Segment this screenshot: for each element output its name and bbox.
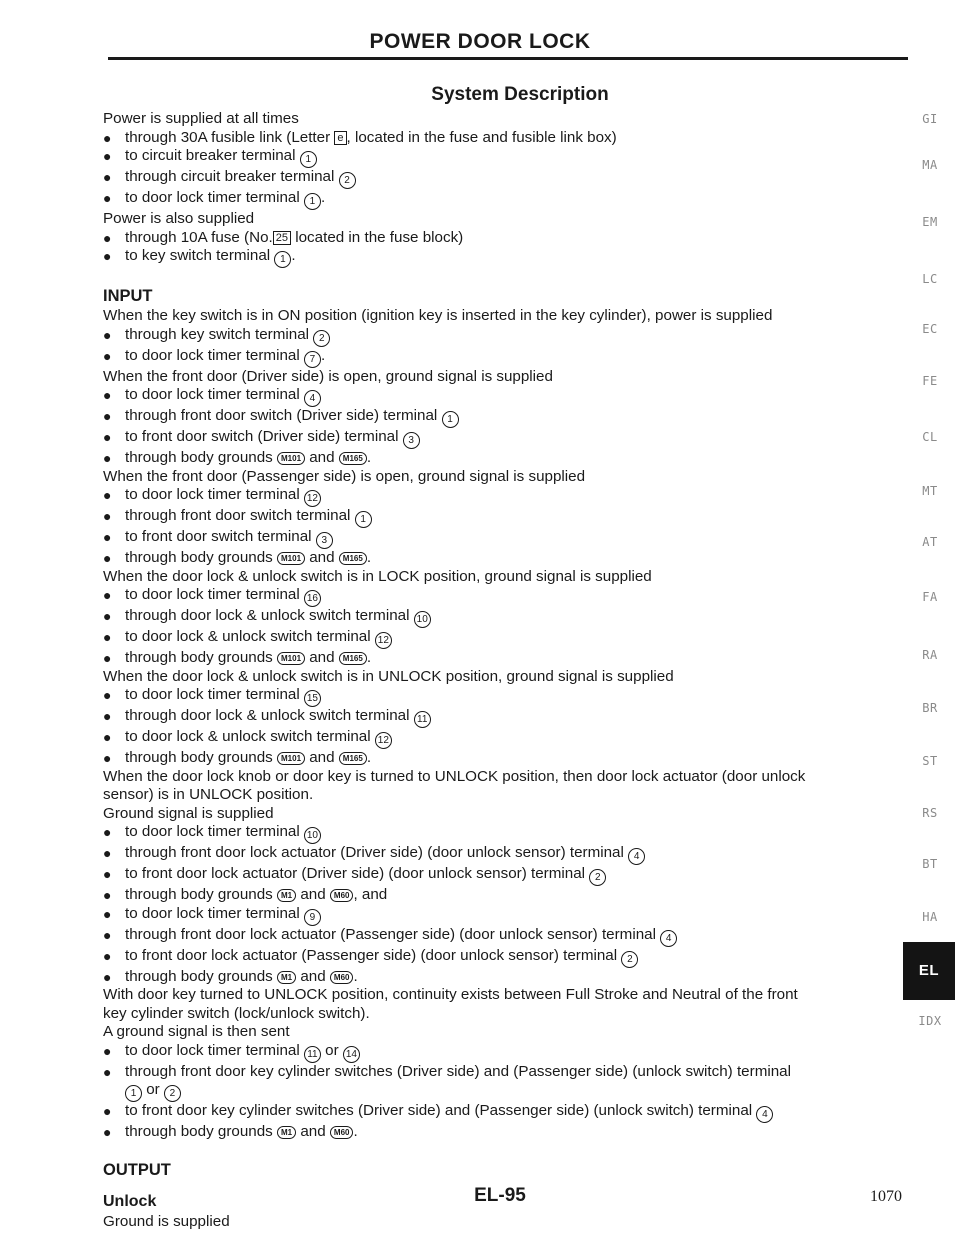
ground-marker: M165 xyxy=(339,652,367,665)
terminal-marker: 1 xyxy=(355,511,372,528)
bullet-icon: ● xyxy=(103,387,112,403)
bullet-icon: ● xyxy=(103,326,112,343)
bullet-item: ● through front door lock actuator (Driver side) (door unlock sensor) terminal 4 xyxy=(103,844,903,865)
bullet-item: ● through 30A fusible link (Letter e , located in the fuse and fusible link box) xyxy=(103,128,617,146)
terminal-marker: 4 xyxy=(660,930,677,947)
tab-lc[interactable]: LC xyxy=(922,272,938,286)
paragraph: sensor) is in UNLOCK position. xyxy=(103,786,314,803)
terminal-marker: 14 xyxy=(343,1046,360,1063)
ground-marker: M165 xyxy=(339,752,367,765)
bullet-item: ● to door lock timer terminal 9 xyxy=(103,905,903,926)
terminal-marker: 16 xyxy=(304,590,321,607)
unlock-subheading: Unlock xyxy=(103,1192,157,1210)
bullet-item: ● to key switch terminal 1 . xyxy=(103,247,903,268)
bullet-icon: ● xyxy=(103,729,112,745)
terminal-marker: 3 xyxy=(316,532,333,549)
bullet-item: ● to door lock timer terminal 12 xyxy=(103,486,903,507)
tab-em[interactable]: EM xyxy=(922,215,938,229)
terminal-marker: 2 xyxy=(339,172,356,189)
section-title: System Description xyxy=(431,84,609,105)
page-number: 1070 xyxy=(870,1188,902,1205)
paragraph: When the door lock & unlock switch is in UNLOCK position, ground signal is supplied xyxy=(103,667,674,685)
bullet-icon: ● xyxy=(103,190,112,206)
bullet-item: ● through body grounds M1 and M60 . xyxy=(103,967,358,985)
bullet-item: ● through front door switch terminal 1 xyxy=(103,507,903,528)
bullet-icon: ● xyxy=(103,229,112,246)
bullet-item: ● to door lock & unlock switch terminal 12 xyxy=(103,728,903,749)
bullet-icon: ● xyxy=(103,248,112,264)
tab-ra[interactable]: RA xyxy=(922,648,938,662)
ground-marker: M1 xyxy=(277,971,296,984)
bullet-icon: ● xyxy=(103,947,112,964)
ground-marker: M101 xyxy=(277,552,305,565)
ground-marker: M60 xyxy=(330,1126,354,1139)
bullet-item: ● through front door switch (Driver side) terminal 1 xyxy=(103,407,903,428)
bullet-item: ● through door lock & unlock switch terminal 10 xyxy=(103,607,903,628)
bullet-item: ● through body grounds M1 and M60 , and xyxy=(103,886,388,903)
terminal-marker: 1 xyxy=(125,1085,142,1102)
bullet-icon: ● xyxy=(103,866,112,882)
terminal-marker: 2 xyxy=(313,330,330,347)
bullet-continuation: 1 or 2 xyxy=(103,1081,903,1102)
bullet-item: ● to door lock timer terminal 4 xyxy=(103,386,903,407)
paragraph: Power is also supplied xyxy=(103,210,255,227)
document-body xyxy=(103,110,903,1231)
bullet-item: ● to front door switch (Driver side) terminal 3 xyxy=(103,428,903,449)
page-title: POWER DOOR LOCK xyxy=(369,30,591,53)
fuse-number-marker: 25 xyxy=(273,231,291,245)
terminal-marker: 10 xyxy=(414,611,431,628)
terminal-marker: 7 xyxy=(304,351,321,368)
tab-mt[interactable]: MT xyxy=(922,484,938,498)
bullet-icon: ● xyxy=(103,450,112,466)
paragraph: A ground signal is then sent xyxy=(103,1023,290,1040)
bullet-item: ● to door lock timer terminal 10 xyxy=(103,823,903,844)
bullet-icon: ● xyxy=(103,708,112,724)
bullet-item: ● to circuit breaker terminal 1 xyxy=(103,147,903,168)
bullet-icon: ● xyxy=(103,487,112,503)
terminal-marker: 4 xyxy=(304,390,321,407)
ground-marker: M101 xyxy=(277,752,305,765)
bullet-icon: ● xyxy=(103,824,112,840)
bullet-item: ● through 10A fuse (No. 25 located in the fuse block) xyxy=(103,228,464,246)
terminal-marker: 15 xyxy=(304,690,321,707)
tab-el-active[interactable]: EL xyxy=(903,942,955,1000)
ground-marker: M1 xyxy=(277,889,296,902)
tab-rs[interactable]: RS xyxy=(922,806,938,820)
bullet-icon: ● xyxy=(103,926,112,943)
bullet-icon: ● xyxy=(103,1042,112,1059)
terminal-marker: 1 xyxy=(300,151,317,168)
terminal-marker: 11 xyxy=(304,1046,321,1063)
bullet-icon: ● xyxy=(103,629,112,645)
ground-marker: M1 xyxy=(277,1126,296,1139)
paragraph: Power is supplied at all times xyxy=(103,110,299,127)
bullet-icon: ● xyxy=(103,1124,112,1140)
terminal-marker: 1 xyxy=(304,193,321,210)
bullet-item: ● through body grounds M101 and M165 . xyxy=(103,749,372,766)
bullet-icon: ● xyxy=(103,429,112,445)
terminal-marker: 2 xyxy=(589,869,606,886)
paragraph: When the key switch is in ON position (ignition key is inserted in the key cylinder), power is supplied xyxy=(103,307,773,324)
paragraph: When the door lock knob or door key is turned to UNLOCK position, then door lock actuator (door unlock xyxy=(103,767,806,785)
tab-br[interactable]: BR xyxy=(922,701,938,715)
bullet-icon: ● xyxy=(103,148,112,164)
bullet-item: ● through body grounds M101 and M165 . xyxy=(103,649,372,666)
bullet-icon: ● xyxy=(103,529,112,545)
paragraph: When the door lock & unlock switch is in LOCK position, ground signal is supplied xyxy=(103,567,652,585)
terminal-marker: 12 xyxy=(304,490,321,507)
bullet-item: ● to door lock timer terminal 16 xyxy=(103,586,903,607)
ground-marker: M101 xyxy=(277,452,305,465)
bullet-icon: ● xyxy=(103,1063,112,1080)
terminal-marker: 9 xyxy=(304,909,321,926)
paragraph: When the front door (Passenger side) is open, ground signal is supplied xyxy=(103,467,586,485)
bullet-icon: ● xyxy=(103,887,112,903)
bullet-icon: ● xyxy=(103,750,112,766)
tab-idx[interactable]: IDX xyxy=(918,1014,942,1028)
tab-cl[interactable]: CL xyxy=(922,430,938,444)
bullet-item: ● through key switch terminal 2 xyxy=(103,326,903,347)
terminal-marker: 2 xyxy=(621,951,638,968)
bullet-item: ● through door lock & unlock switch terminal 11 xyxy=(103,707,903,728)
tab-fa[interactable]: FA xyxy=(922,590,938,604)
section-page-code: EL-95 xyxy=(474,1185,526,1206)
tab-gi[interactable]: GI xyxy=(922,112,938,126)
bullet-icon: ● xyxy=(103,587,112,603)
terminal-marker: 12 xyxy=(375,632,392,649)
bullet-item: ● to door lock timer terminal 1 . xyxy=(103,189,903,210)
bullet-item: ● to front door key cylinder switches (Driver side) and (Passenger side) (unlock switch) terminal 4 xyxy=(103,1102,903,1123)
tab-at[interactable]: AT xyxy=(922,535,938,549)
bullet-icon: ● xyxy=(103,169,112,185)
bullet-item: ● to door lock & unlock switch terminal 12 xyxy=(103,628,903,649)
bullet-item: ● through front door key cylinder switches (Driver side) and (Passenger side) (unlock switch) terminal xyxy=(103,1062,791,1080)
bullet-icon: ● xyxy=(103,408,112,424)
bullet-icon: ● xyxy=(103,845,112,861)
bullet-item: ● through body grounds M1 and M60 . xyxy=(103,1123,358,1140)
ground-marker: M165 xyxy=(339,452,367,465)
bullet-icon: ● xyxy=(103,608,112,624)
tab-ma[interactable]: MA xyxy=(922,158,938,172)
bullet-item: ● to front door lock actuator (Driver side) (door unlock sensor) terminal 2 xyxy=(103,865,903,886)
bullet-icon: ● xyxy=(103,650,112,666)
terminal-marker: 4 xyxy=(756,1106,773,1123)
bullet-icon: ● xyxy=(103,347,112,364)
terminal-marker: 4 xyxy=(628,848,645,865)
bullet-icon: ● xyxy=(103,968,112,985)
bullet-item: ● to door lock timer terminal 15 xyxy=(103,686,903,707)
bullet-icon: ● xyxy=(103,1103,112,1119)
paragraph: Ground signal is supplied xyxy=(103,804,274,822)
tab-bt[interactable]: BT xyxy=(922,857,938,871)
bullet-item: ● through body grounds M101 and M165 . xyxy=(103,549,372,566)
terminal-marker: 3 xyxy=(403,432,420,449)
bullet-item: ● to front door switch terminal 3 xyxy=(103,528,903,549)
tab-ec[interactable]: EC xyxy=(922,322,938,336)
ground-marker: M165 xyxy=(339,552,367,565)
bullet-item: ● through front door lock actuator (Passenger side) (door unlock sensor) terminal 4 xyxy=(103,926,903,947)
tab-st[interactable]: ST xyxy=(922,754,938,768)
tab-ha[interactable]: HA xyxy=(922,910,938,924)
bullet-item: ● to door lock timer terminal 7 . xyxy=(103,347,903,368)
fusible-link-letter-marker: e xyxy=(334,131,346,145)
bullet-icon: ● xyxy=(103,687,112,703)
paragraph: key cylinder switch (lock/unlock switch). xyxy=(103,1004,370,1022)
bullet-item: ● through circuit breaker terminal 2 xyxy=(103,168,903,189)
terminal-marker: 1 xyxy=(274,251,291,268)
tab-fe[interactable]: FE xyxy=(922,374,938,388)
terminal-marker: 10 xyxy=(304,827,321,844)
bullet-icon: ● xyxy=(103,508,112,524)
bullet-icon: ● xyxy=(103,550,112,566)
terminal-marker: 2 xyxy=(164,1085,181,1102)
ground-marker: M101 xyxy=(277,652,305,665)
input-heading: INPUT xyxy=(103,287,153,305)
ground-marker: M60 xyxy=(330,971,354,984)
paragraph: With door key turned to UNLOCK position, continuity exists between Full Stroke and Neutral of the front xyxy=(103,986,798,1003)
ground-marker: M60 xyxy=(330,889,354,902)
terminal-marker: 12 xyxy=(375,732,392,749)
paragraph: When the front door (Driver side) is open, ground signal is supplied xyxy=(103,367,553,385)
title-rule xyxy=(108,57,908,60)
bullet-icon: ● xyxy=(103,129,112,146)
bullet-item: ● through body grounds M101 and M165 . xyxy=(103,449,372,466)
bullet-item: ● to door lock timer terminal 11 or 14 xyxy=(103,1042,903,1063)
output-heading: OUTPUT xyxy=(103,1160,171,1179)
bullet-icon: ● xyxy=(103,905,112,922)
paragraph: Ground is supplied xyxy=(103,1212,230,1230)
terminal-marker: 11 xyxy=(414,711,431,728)
bullet-item: ● to front door lock actuator (Passenger side) (door unlock sensor) terminal 2 xyxy=(103,947,903,968)
terminal-marker: 1 xyxy=(442,411,459,428)
